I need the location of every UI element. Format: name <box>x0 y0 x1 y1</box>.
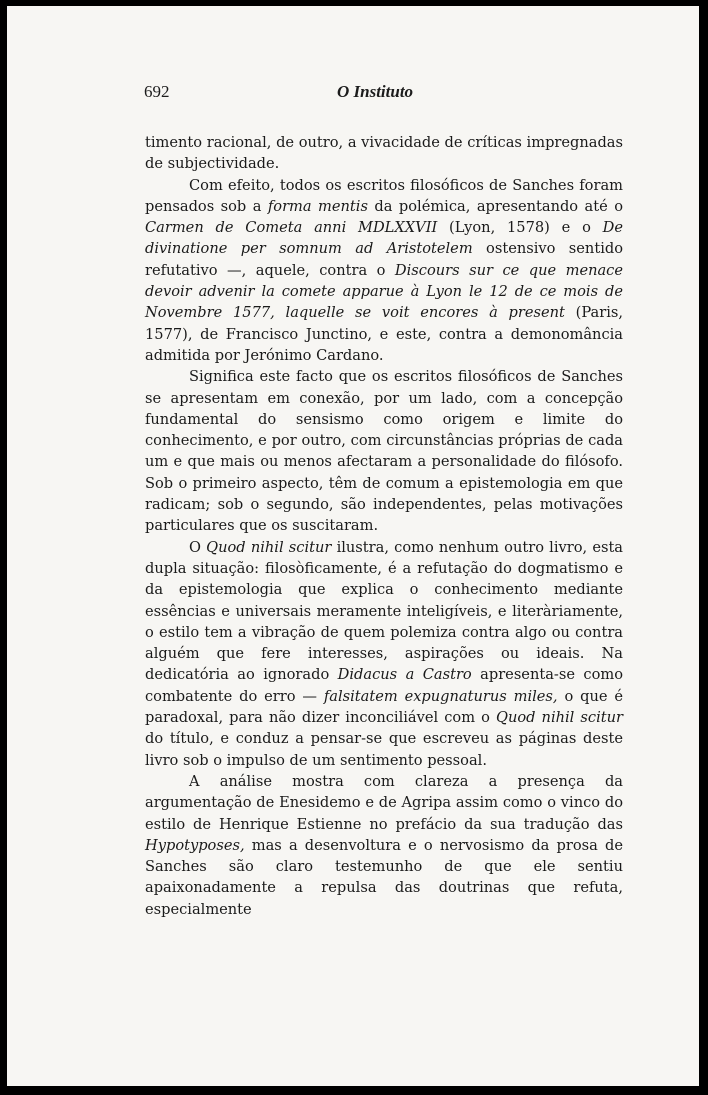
book-page <box>7 6 699 1086</box>
italic-text: Didacus a Castro <box>337 666 472 684</box>
paragraph-5 <box>145 771 623 920</box>
italic-text: Carmen de Cometa anni MDLXXVII <box>145 219 438 237</box>
text-run: A análise mostra com clareza a presença da argumentação de Enesidemo e de Agripa assim como o vinco do estilo de Henrique Estienne no prefácio da sua tradução das <box>145 772 623 833</box>
italic-text: falsitatem expugnaturus miles, <box>323 687 558 705</box>
page-number: 692 <box>144 82 170 101</box>
paragraph-2 <box>145 175 623 367</box>
text-run: o que é paradoxal, para não dizer inconciliável com o <box>145 687 623 727</box>
text-run: do título, e conduz a pensar-se que escreveu as páginas deste livro sob o impulso de um sentimento pessoal. <box>145 730 623 769</box>
text-run: apresenta-se como combatente do erro — <box>145 666 623 705</box>
text-run: mas a desenvoltura e o nervosismo da prosa de Sanches são claro testemunho de que ele sentiu apaixonadamente a repulsa das doutrinas que refuta, especialmente <box>145 836 623 918</box>
italic-text: De divinatione per somnum ad Aristotelem <box>145 219 623 258</box>
body-text <box>145 132 623 920</box>
paragraph-1 <box>145 132 623 175</box>
text-run: (Lyon, 1578) e o <box>437 219 603 237</box>
text-run: ilustra, como nenhum outro livro, esta dupla situação: filosòficamente, é a refutação do dogmatismo e da epistemologia que explica o conhecimento mediante essências e universais meramente inteligíveis, e literàriamente, o estilo tem a vibração de quem polemiza contra algo ou contra alguém que fere interesses, aspirações ou ideais. Na dedicatória ao ignorado <box>145 538 624 684</box>
text-run: Com efeito, todos os escritos filosóficos de Sanches foram pensados sob a <box>145 176 623 215</box>
text-run: ostensivo sentido refutativo —, aquele, contra o <box>145 240 623 279</box>
paragraph-4 <box>145 537 623 771</box>
italic-text: Quod nihil scitur <box>495 709 623 727</box>
text-run: O <box>189 538 207 556</box>
running-title: O Instituto <box>337 82 414 101</box>
italic-text: forma mentis <box>267 197 368 215</box>
text-run: Significa este facto que os escritos filosóficos de Sanches se apresentam em conexão, por um lado, com a concepção fundamental do sensismo como origem e limite do conhecimento, e por outro, com circunstâncias próprias de cada um e que mais ou menos afectaram a personalidade do filósofo. Sob o primeiro aspecto, têm de comum a epistemologia em que radicam; sob o segundo, são independentes, pelas motivações particulares que os suscitaram. <box>145 368 623 535</box>
italic-text: Discours sur ce que menace devoir advenir la comete apparue à Lyon le 12 de ce mois de Novembre 1577, laquelle se voit encores à present <box>145 261 623 322</box>
italic-text: Quod nihil scitur <box>206 538 332 556</box>
text-run: timento racional, de outro, a vivacidade de críticas impregnadas de subjectividade. <box>145 134 623 173</box>
italic-text: Hypotyposes, <box>145 836 245 854</box>
paragraph-3 <box>145 366 623 536</box>
text-run: (Paris, 1577), de Francisco Junctino, e este, contra a demonomância admitida por Jerónimo Cardano. <box>145 304 623 364</box>
page-header <box>7 82 699 106</box>
text-run: da polémica, apresentando até o <box>367 197 623 215</box>
